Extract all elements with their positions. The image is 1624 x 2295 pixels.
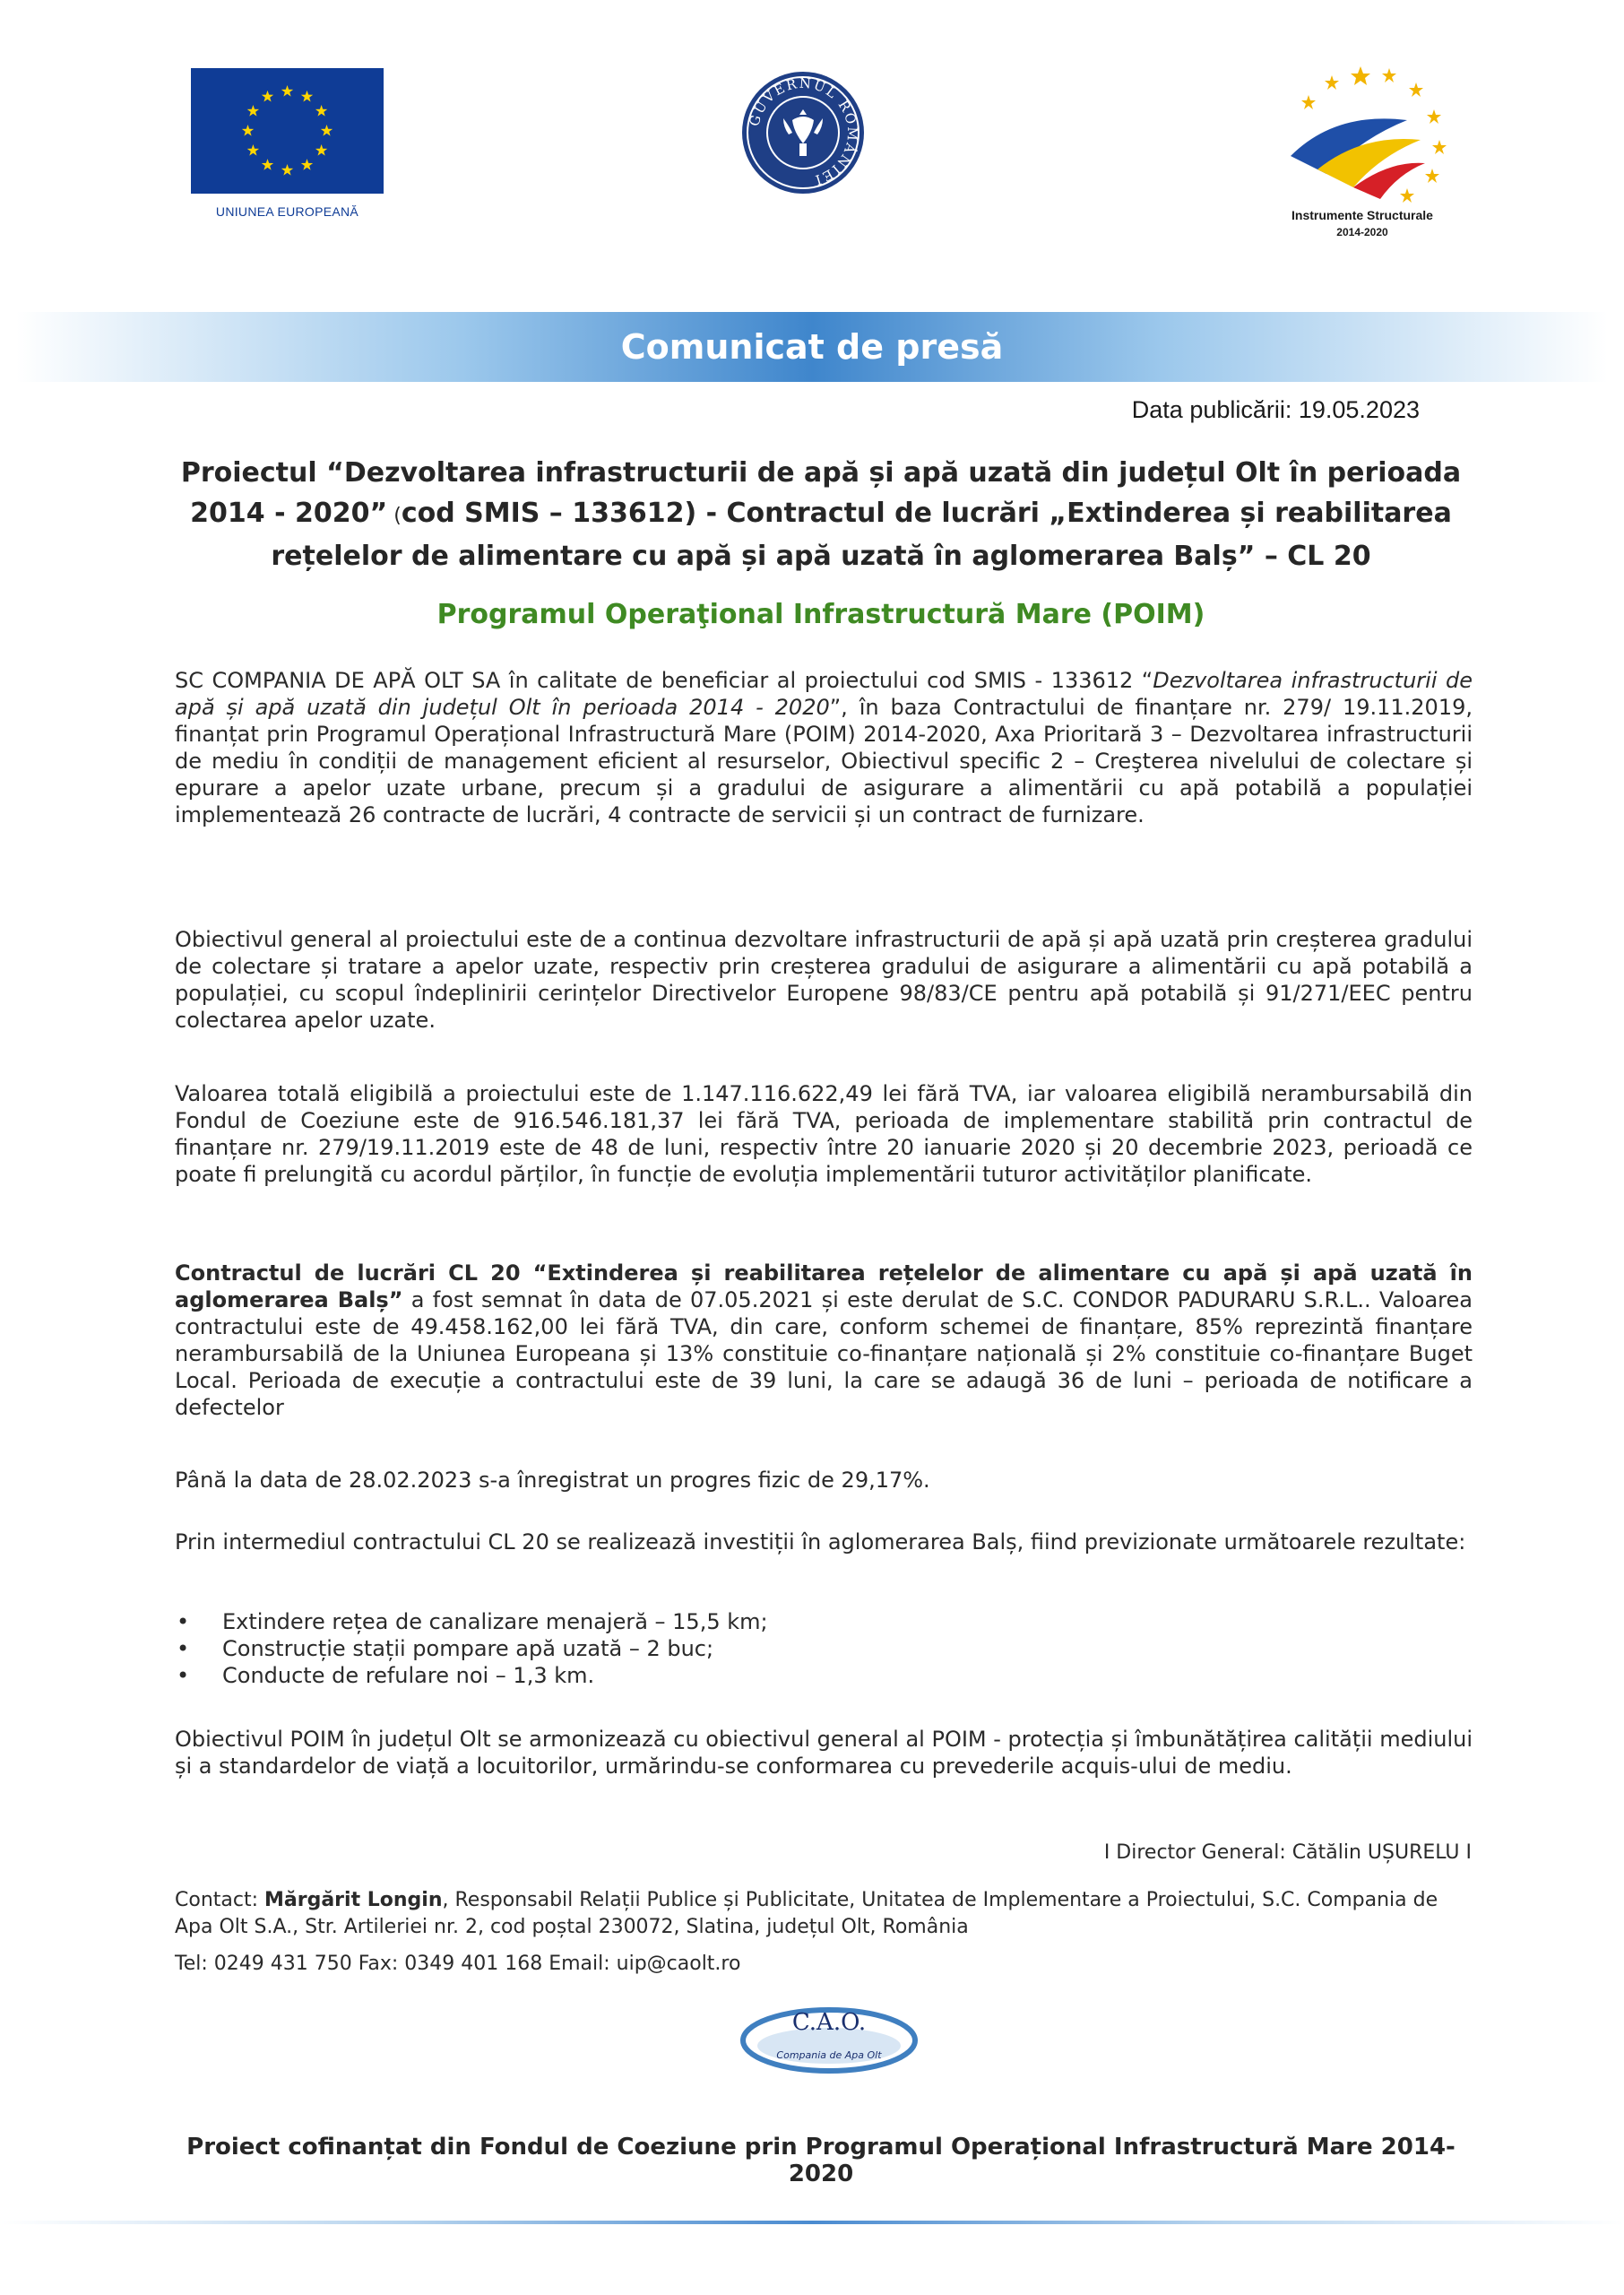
- list-item: • Construcție stații pompare apă uzată – 2 buc;: [175, 1635, 1473, 1662]
- eu-star-icon: [301, 159, 313, 170]
- paragraph-objective: Obiectivul general al proiectului este de a continua dezvoltare infrastructurii de apă și apă uzată prin creșterea gradului de colectare și tratare a apelor uzate, respectiv prin creșterea gradului de asigurare a alimentării cu apă potabilă a populației, cu scopul îndeplinirii cerințelor Directivelor Europene 98/83/CE pentru apă potabilă și 91/271/EEC pentru colectarea apelor uzate.: [175, 927, 1473, 1033]
- eu-star-icon: [262, 91, 273, 102]
- eu-caption: UNIUNEA EUROPEANĂ: [215, 204, 359, 219]
- p4-contract-name: Contractul de lucrări CL 20 “Extinderea și reabilitarea rețelelor de alimentare cu apă și apă uzată în aglomerarea Balș”: [175, 1260, 1473, 1312]
- contact-label: Contact:: [175, 1889, 264, 1911]
- p1-text-a: SC COMPANIA DE APĂ OLT SA în calitate de beneficiar al proiectului cod SMIS - 133612 “: [175, 668, 1153, 693]
- list-item: • Extindere rețea de canalizare menajeră – 15,5 km;: [175, 1608, 1473, 1635]
- program-name: Programul Operaţional Infrastructură Mare (POIM): [436, 599, 1205, 630]
- romanian-government-logo: [740, 70, 866, 195]
- p1-project-name: Dezvoltarea infrastructurii de apă și apă uzată din județul Olt în perioada 2014 - 2020: [175, 668, 1473, 720]
- banner-title: Comunicat de presă: [620, 327, 1004, 367]
- publication-date: Data publicării: 19.05.2023: [1131, 396, 1420, 423]
- paragraph-results-intro: Prin intermediul contractului CL 20 se realizează investiții în aglomerarea Balș, fiind previzionate următoarele rezultate:: [175, 1529, 1466, 1555]
- paragraph-beneficiary: [175, 667, 1473, 828]
- is-caption-years: 2014-2020: [1336, 226, 1388, 238]
- eu-star-icon: [321, 125, 333, 136]
- eu-star-icon: [281, 164, 293, 176]
- contact-details: , Responsabil Relații Publice și Publicitate, Unitatea de Implementare a Proiectului, S.C. Compania de Apa Olt S.A., Str. Artileriei nr. 2, cod poștal 230072, Slatina, județul Olt, România: [175, 1889, 1438, 1938]
- eu-star-icon: [242, 125, 254, 136]
- paragraph-contract: [175, 1260, 1473, 1421]
- p4-text: a fost semnat în data de 07.05.2021 și este derulat de S.C. CONDOR PADURARU S.R.L.. Valoarea contractului este de 49.458.162,00 lei fără TVA, din care, conform schemei de finanțare, 85% reprezintă finanțare nerambursabilă de la Uniunea Europeana și 13% constituie co-finanțare națională și 2% constituie co-finanțare Buget Local. Perioada de execuție a contractului este de 39 luni, la care se adaugă 36 de luni – perioada de notificare a defectelor: [175, 1287, 1473, 1420]
- is-caption: Instrumente Structurale: [1291, 208, 1433, 222]
- press-release-banner: [16, 312, 1608, 382]
- document-title: [170, 453, 1472, 576]
- footer-cofinancing: Proiect cofinanțat din Fondul de Coeziune prin Programul Operațional Infrastructură Mare 2014-2020: [186, 2134, 1456, 2187]
- paragraph-poim-objective: Obiectivul POIM în județul Olt se armonizează cu obiectivul general al POIM - protecția și îmbunătățirea calității mediului și a standardelor de viață a locuitorilor, urmărindu-se conformarea cu prevederile acquis-ului de mediu.: [175, 1727, 1473, 1779]
- contact-name: Mărgărit Longin: [264, 1889, 443, 1911]
- director-signature: I Director General: Cătălin UȘURELU I: [1103, 1841, 1472, 1864]
- eu-star-icon: [262, 159, 273, 170]
- eu-star-icon: [315, 144, 327, 156]
- eu-star-icon: [247, 105, 259, 117]
- paragraph-progress: Până la data de 28.02.2023 s-a înregistrat un progres fizic de 29,17%.: [175, 1468, 930, 1493]
- gov-ring-text: GUVERNUL ROMÂNIEI: [746, 74, 861, 189]
- cao-logo: [735, 1996, 923, 2078]
- eu-logo: [191, 68, 384, 226]
- paragraph-value: Valoarea totală eligibilă a proiectului este de 1.147.116.622,49 lei fără TVA, iar valoarea eligibilă nerambursabilă din Fondul de Coeziune este de 916.546.181,37 lei fără TVA, perioada de implementare stabilită prin contractul de finanțare nr. 279/19.11.2019 este de 48 de luni, respectiv între 20 ianuarie 2020 și 20 decembrie 2023, perioadă ce poate fi prelungită cu acordul părților, în funcție de evoluția implementării tuturor activităților planificate.: [175, 1081, 1473, 1187]
- eu-star-icon: [281, 85, 293, 97]
- eu-star-icon: [301, 91, 313, 102]
- contact-info: [175, 1887, 1473, 1941]
- instrumente-structurale-logo: [1255, 57, 1470, 255]
- title-part-1: Proiectul “Dezvoltarea infrastructurii de apă și apă uzată din județul Olt în perioada 2014 - 2020”: [180, 457, 1462, 529]
- contact-phones: Tel: 0249 431 750 Fax: 0349 401 168 Email: uip@caolt.ro: [175, 1953, 741, 1975]
- eu-star-icon: [315, 105, 327, 117]
- title-part-3: cod SMIS – 133612) - Contractul de lucrări „Extinderea și reabilitarea rețelelor de alimentare cu apă și apă uzată în aglomerarea Balș” – CL 20: [271, 498, 1452, 572]
- p1-text-c: ”, în baza Contractului de finanțare nr. 279/ 19.11.2019, finanțat prin Programul Operațional Infrastructură Mare (POIM) 2014-2020, Axa Prioritară 3 – Dezvoltarea infrastructurii de mediu în condiții de management eficient al resurselor, Obiectivul specific 2 – Creşterea nivelului de colectare și epurare a apelor uzate urbane, precum și a gradului de asigurare a alimentării cu apă potabilă a populației implementează 26 contracte de lucrări, 4 contracte de servicii și un contract de furnizare.: [175, 695, 1473, 827]
- list-item: • Conducte de refulare noi – 1,3 km.: [175, 1662, 1473, 1689]
- eu-flag-icon: [191, 68, 384, 194]
- footer-divider: [0, 2221, 1624, 2224]
- results-list: [175, 1608, 1473, 1689]
- cao-subtext: Compania de Apa Olt: [776, 2049, 882, 2061]
- eu-star-icon: [247, 144, 259, 156]
- cao-text: C.A.O.: [791, 2009, 867, 2036]
- title-paren: (: [387, 505, 402, 527]
